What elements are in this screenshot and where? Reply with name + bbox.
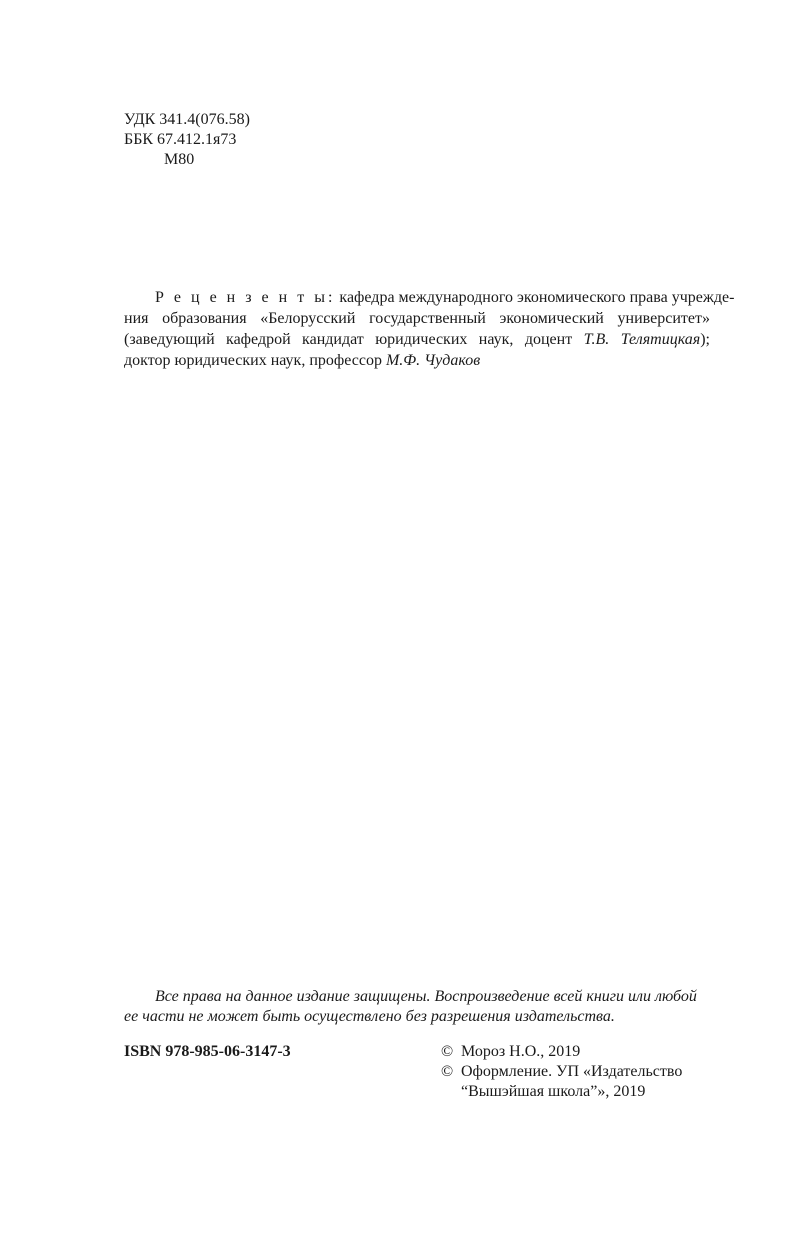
reviewers-line-4-pre: доктор юридических наук, профессор: [124, 352, 386, 369]
copyright-block: [441, 1042, 682, 1102]
reviewers-line-1-text: кафедра международного экономического права учрежде-: [335, 289, 735, 306]
copyright-icon: ©: [441, 1063, 454, 1080]
reviewers-line-3: [124, 329, 710, 350]
author-mark: М80: [164, 151, 195, 168]
copyright-design: [441, 1062, 682, 1082]
reviewer-head-name: Т.В. Телятицкая: [583, 331, 701, 348]
rights-notice: [124, 987, 710, 1027]
reviewers-label: Р е ц е н з е н т ы:: [155, 289, 336, 306]
rights-line-2: ее части не может быть осуществлено без разрешения издательства.: [124, 1008, 615, 1025]
rights-line-1: Все права на данное издание защищены. Воспроизведение всей книги или любой: [155, 988, 697, 1005]
copyright-author: [441, 1042, 682, 1062]
reviewers-line-4: [124, 350, 710, 371]
classification-block: [124, 110, 250, 170]
reviewers-line-1: [124, 287, 735, 308]
reviewers-paragraph: [124, 287, 735, 371]
reviewers-line-3-post: );: [700, 331, 710, 348]
reviewers-line-3-pre: (заведующий кафедрой кандидат юридических наук, доцент: [124, 331, 584, 348]
reviewer-professor-name: М.Ф. Чудаков: [385, 352, 481, 369]
copyright-icon: ©: [441, 1043, 454, 1060]
copyright-design-continuation: “Вышэйшая школа”», 2019: [461, 1083, 646, 1100]
copyright-author-text: Мороз Н.О., 2019: [461, 1043, 581, 1060]
bbk-code: ББК 67.412.1я73: [124, 131, 237, 148]
isbn-number: ISBN 978-985-06-3147-3: [124, 1043, 291, 1060]
reviewers-line-2: ния образования «Белорусский государственный экономический университет»: [124, 310, 710, 327]
udk-code: УДК 341.4(076.58): [124, 111, 250, 128]
copyright-design-text: Оформление. УП «Издательство: [461, 1063, 683, 1080]
